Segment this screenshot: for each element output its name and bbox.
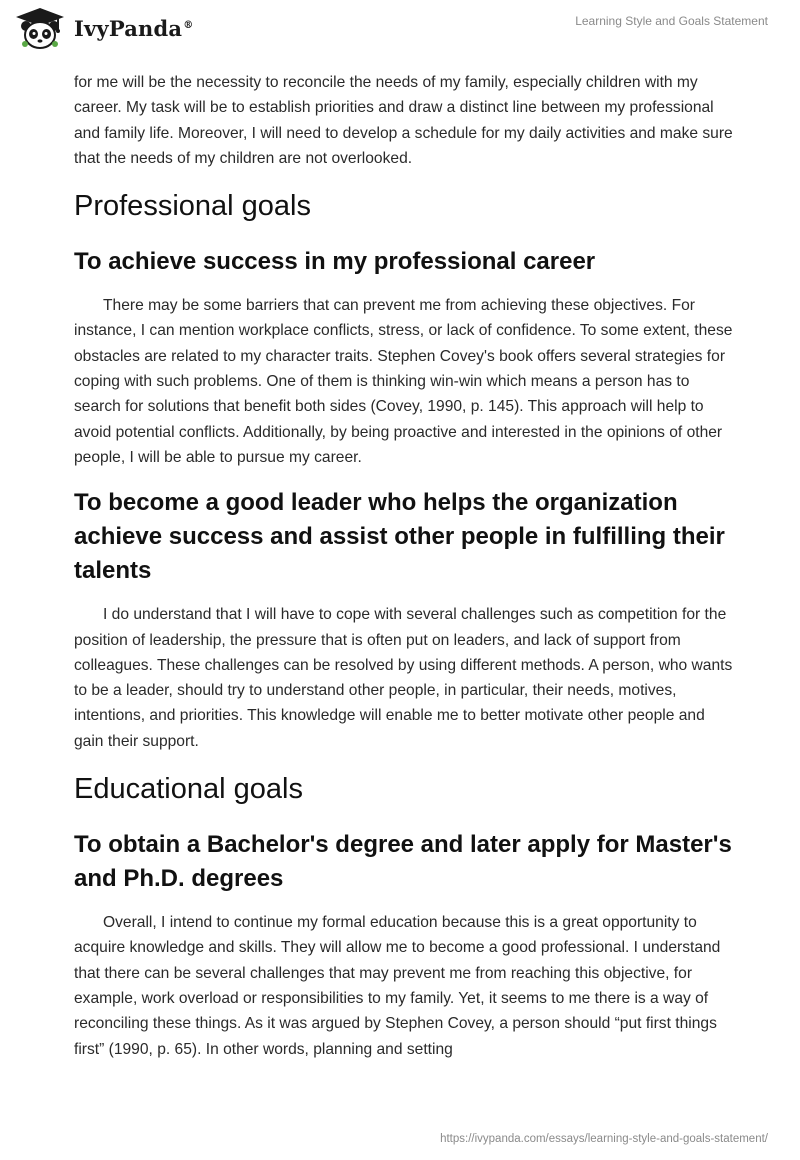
- paragraph-professional-goal-2: I do understand that I will have to cope with several challenges such as competition for the position of leadership, the pressure that is often put on leaders, and lack of support from colleagues. These challenges can be resolved by using different methods. A person, who wants to be a leader, should try to understand other people, in particular, their needs, motives, intentions, and priorities. This knowledge will enable me to better motivate other people and gain their support.: [74, 606, 733, 750]
- section-heading-professional: Professional goals: [74, 190, 311, 223]
- intro-paragraph: for me will be the necessity to reconcile the needs of my family, especially children with my career. My task will be to establish priorities and draw a distinct line between my professional and family life. Moreover, I will need to develop a schedule for my daily activities and make sure that the needs of my children are not overlooked.: [74, 74, 733, 167]
- brand-name: IvyPanda®: [74, 15, 194, 41]
- subheading-educational-goal-1: To obtain a Bachelor's degree and later apply for Master's and Ph.D. degrees: [74, 831, 732, 893]
- ivypanda-logo[interactable]: [14, 6, 193, 50]
- article-body: [74, 70, 734, 1068]
- panda-graduate-icon: [14, 6, 66, 50]
- paragraph-educational-goal-1: Overall, I intend to continue my formal education because this is a great opportunity to acquire knowledge and skills. They will allow me to become a good professional. I understand that there can be several challenges that may prevent me from reaching this objective, for example, work overload or responsibilities to my family. Yet, it seems to me there is a way of reconciling these things. As it was argued by Stephen Covey, a person should “put first things first” (1990, p. 65). In other words, planning and setting: [74, 914, 721, 1058]
- source-url-link[interactable]: https://ivypanda.com/essays/learning-style-and-goals-statement/: [440, 1133, 768, 1145]
- document-title: Learning Style and Goals Statement: [575, 14, 768, 28]
- section-heading-educational: Educational goals: [74, 773, 303, 806]
- subheading-professional-goal-2: To become a good leader who helps the organization achieve success and assist other people in fulfilling their talents: [74, 489, 725, 585]
- paragraph-professional-goal-1: There may be some barriers that can prevent me from achieving these objectives. For instance, I can mention workplace conflicts, stress, or lack of confidence. To some extent, these obstacles are related to my character traits. Stephen Covey's book offers several strategies for coping with such problems. One of them is thinking win-win which means a person has to search for solutions that benefit both sides (Covey, 1990, p. 145). This approach will help to avoid potential conflicts. Additionally, by being proactive and interested in the opinions of other people, I will be able to pursue my career.: [74, 297, 733, 466]
- page-header: [0, 0, 800, 70]
- subheading-professional-goal-1: To achieve success in my professional career: [74, 248, 596, 276]
